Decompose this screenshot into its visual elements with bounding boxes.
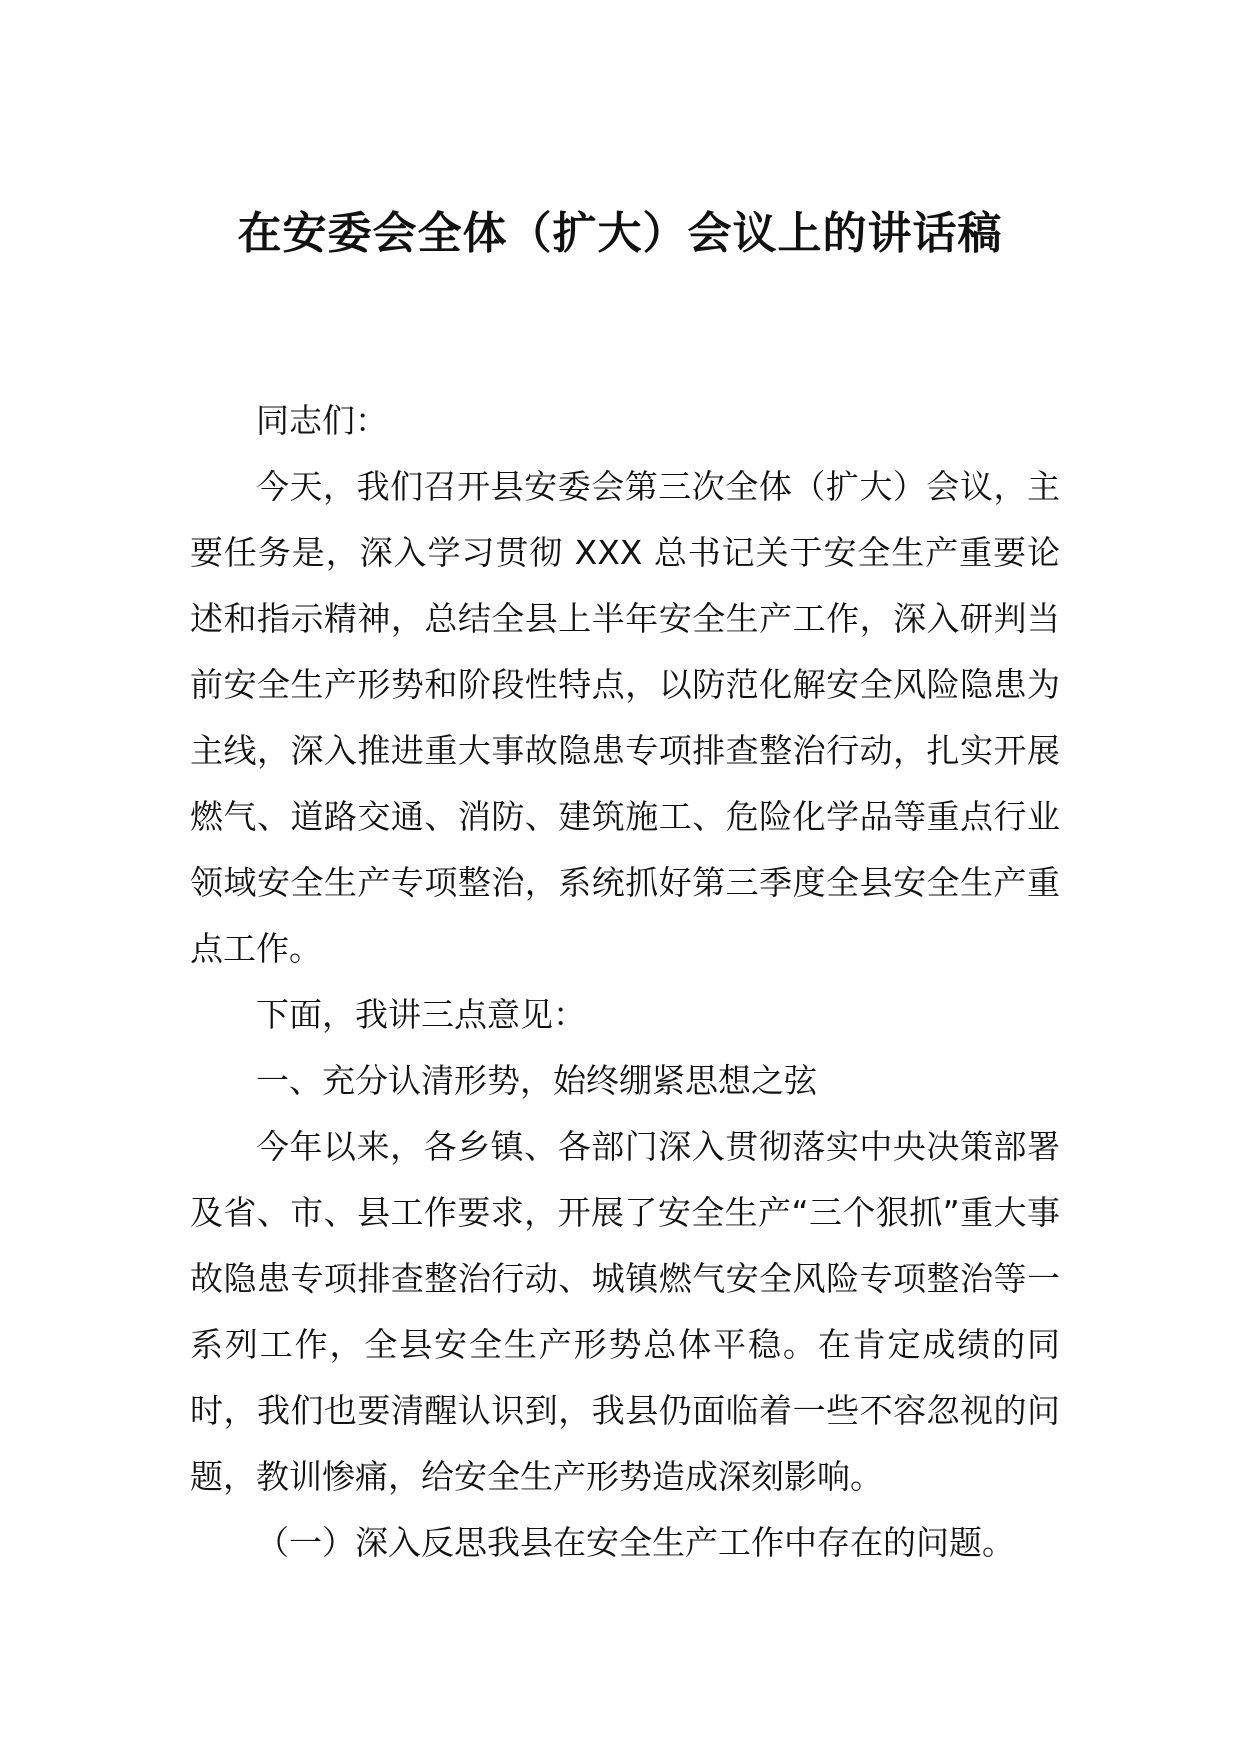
section-1-paragraph: 今年以来，各乡镇、各部门深入贯彻落实中央决策部署及省、市、县工作要求，开展了安全生产“三个狠抓”重大事故隐患专项排查整治行动、城镇燃气安全风险专项整治等一系列工作，全县安全生产形势总体平稳。在肯定成绩的同时，我们也要清醒认识到，我县仍面临着一些不容忽视的问题，教训惨痛，给安全生产形势造成深刻影响。: [190, 1127, 1060, 1496]
document-title: 在安委会全体（扩大）会议上的讲话稿: [237, 208, 1003, 259]
intro-paragraph: 今天，我们召开县安委会第三次全体（扩大）会议，主要任务是，深入学习贯彻 XXX 总书记关于安全生产重要论述和指示精神，总结全县上半年安全生产工作，深入研判当前安全生产形势和阶段性特点，以防范化解安全风险隐患为主线，深入推进重大事故隐患专项排查整治行动，扎实开展燃气、道路交通、消防、建筑施工、危险化学品等重点行业领域安全生产专项整治，系统抓好第三季度全县安全生产重点工作。: [190, 467, 1060, 968]
section-heading-1: 一、充分认清形势，始终绷紧思想之弦: [256, 1061, 817, 1100]
document-body: [190, 388, 1060, 1576]
salutation-paragraph: 同志们：: [256, 401, 388, 440]
subsection-heading-1: （一）深入反思我县在安全生产工作中存在的问题。: [256, 1523, 1015, 1562]
transition-paragraph: 下面，我讲三点意见：: [256, 995, 586, 1034]
